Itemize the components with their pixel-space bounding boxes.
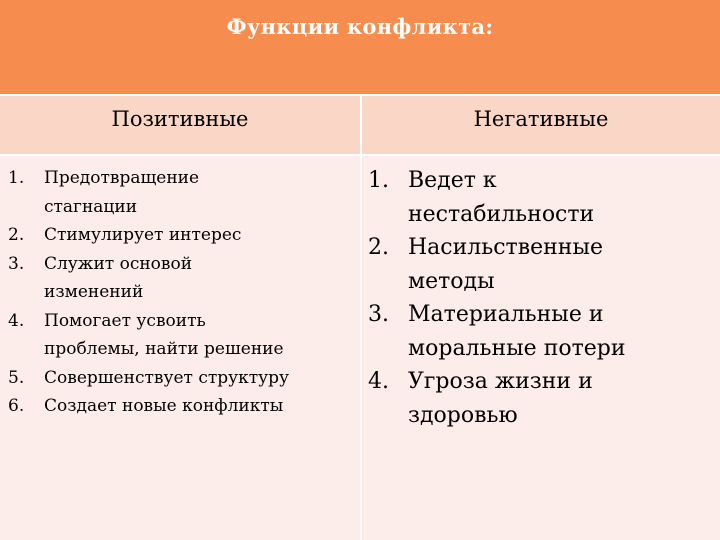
item-text: Помогает усвоить — [44, 310, 206, 331]
item-text: Стимулирует интерес — [44, 225, 242, 245]
item-text: Материальные и — [408, 302, 604, 327]
item-text: проблемы, найти решение — [44, 339, 284, 359]
header-negative: Негативные — [473, 107, 609, 131]
item-number: 2. — [368, 235, 389, 260]
item-number: 4. — [8, 310, 25, 331]
list-item — [368, 231, 716, 298]
item-number: 1. — [8, 168, 25, 188]
list-item — [368, 365, 716, 432]
item-text: нестабильности — [408, 201, 595, 227]
item-text: Предотвращение — [44, 168, 200, 188]
list-item — [8, 250, 358, 307]
item-text: Служит основой — [44, 253, 193, 274]
header-positive: Позитивные — [111, 107, 249, 131]
column-divider — [360, 96, 362, 540]
item-number: 4. — [368, 369, 389, 394]
item-text: Угроза жизни и — [408, 369, 593, 394]
list-item — [8, 364, 358, 393]
item-text: здоровью — [408, 402, 518, 428]
item-text: Создает новые конфликты — [44, 396, 284, 416]
item-number: 1. — [368, 168, 389, 193]
title-bar — [0, 0, 720, 96]
item-number: 5. — [8, 367, 25, 388]
positive-functions-list — [8, 164, 358, 421]
list-item — [368, 164, 716, 231]
item-number: 3. — [368, 302, 389, 327]
item-text: Насильственные — [408, 235, 603, 260]
item-text: Совершенствует структуру — [44, 367, 290, 388]
item-number: 2. — [8, 225, 25, 245]
list-item — [8, 164, 358, 221]
item-text: методы — [408, 268, 495, 294]
item-number: 6. — [8, 396, 25, 416]
list-item — [8, 392, 358, 421]
item-text: изменений — [44, 282, 144, 302]
item-text: моральные потери — [408, 335, 626, 361]
slide-title: Функции конфликта: — [226, 14, 494, 39]
item-text: стагнации — [44, 196, 138, 217]
item-number: 3. — [8, 253, 25, 274]
list-item — [368, 298, 716, 365]
negative-functions-list — [368, 164, 716, 432]
list-item — [8, 307, 358, 364]
list-item — [8, 221, 358, 250]
item-text: Ведет к — [408, 168, 497, 193]
